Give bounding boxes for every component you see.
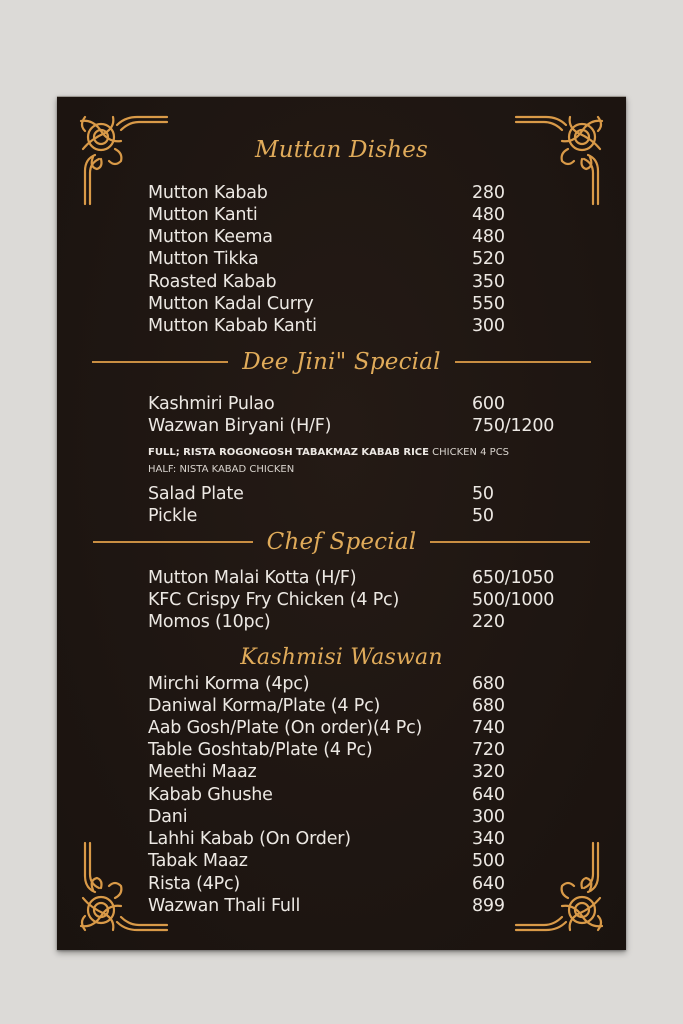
item-price: 340 bbox=[472, 829, 505, 849]
item-name: Kashmiri Pulao bbox=[148, 394, 275, 414]
item-price: 300 bbox=[472, 316, 505, 336]
divider-line bbox=[93, 541, 253, 543]
menu-item bbox=[148, 204, 568, 226]
menu-item bbox=[148, 695, 568, 717]
item-name: Momos (10pc) bbox=[148, 612, 271, 632]
menu-item bbox=[148, 850, 568, 872]
note-full-bold: FULL; RISTA ROGONGOSH TABAKMAZ KABAB RICE bbox=[148, 447, 429, 458]
item-name: Wazwan Biryani (H/F) bbox=[148, 416, 332, 436]
menu-item bbox=[148, 315, 568, 337]
item-name: Roasted Kabab bbox=[148, 272, 277, 292]
item-name: Mutton Keema bbox=[148, 227, 273, 247]
item-price: 640 bbox=[472, 874, 505, 894]
item-name: Tabak Maaz bbox=[148, 851, 248, 871]
item-name: Lahhi Kabab (On Order) bbox=[148, 829, 351, 849]
item-price: 550 bbox=[472, 294, 505, 314]
menu-item bbox=[148, 182, 568, 204]
biryani-full-note bbox=[148, 446, 509, 459]
section-title: Dee Jini" Special bbox=[242, 349, 441, 375]
item-price: 750/1200 bbox=[472, 416, 555, 436]
item-name: Pickle bbox=[148, 506, 198, 526]
item-price: 500 bbox=[472, 851, 505, 871]
item-price: 680 bbox=[472, 696, 505, 716]
menu-item bbox=[148, 895, 568, 917]
item-price: 899 bbox=[472, 896, 505, 916]
section-heading-deejini bbox=[57, 349, 626, 375]
item-price: 640 bbox=[472, 785, 505, 805]
divider-line bbox=[430, 541, 590, 543]
item-name: Table Goshtab/Plate (4 Pc) bbox=[148, 740, 373, 760]
item-name: Daniwal Korma/Plate (4 Pc) bbox=[148, 696, 381, 716]
item-name: Mutton Malai Kotta (H/F) bbox=[148, 568, 357, 588]
section-heading-chef bbox=[57, 529, 626, 555]
section-heading-mutton: Muttan Dishes bbox=[254, 137, 429, 163]
menu-item bbox=[148, 293, 568, 315]
item-price: 350 bbox=[472, 272, 505, 292]
menu-item bbox=[148, 415, 568, 437]
menu-item bbox=[148, 873, 568, 895]
section-heading-wazwan: Kashmisi Waswan bbox=[240, 645, 443, 670]
divider-line bbox=[92, 361, 228, 363]
menu-item bbox=[148, 806, 568, 828]
item-price: 480 bbox=[472, 227, 505, 247]
item-name: Mutton Kadal Curry bbox=[148, 294, 314, 314]
item-name: Mirchi Korma (4pc) bbox=[148, 674, 310, 694]
item-name: Mutton Kabab bbox=[148, 183, 268, 203]
item-name: Mutton Tikka bbox=[148, 249, 259, 269]
divider-line bbox=[455, 361, 591, 363]
item-price: 480 bbox=[472, 205, 505, 225]
item-price: 220 bbox=[472, 612, 505, 632]
item-price: 280 bbox=[472, 183, 505, 203]
menu-item bbox=[148, 248, 568, 270]
menu-item bbox=[148, 828, 568, 850]
menu-board bbox=[57, 96, 626, 950]
menu-item bbox=[148, 226, 568, 248]
menu-item bbox=[148, 784, 568, 806]
item-name: Wazwan Thali Full bbox=[148, 896, 301, 916]
item-name: Kabab Ghushe bbox=[148, 785, 273, 805]
item-name: KFC Crispy Fry Chicken (4 Pc) bbox=[148, 590, 400, 610]
item-price: 320 bbox=[472, 762, 505, 782]
item-name: Salad Plate bbox=[148, 484, 244, 504]
item-name: Meethi Maaz bbox=[148, 762, 257, 782]
item-price: 600 bbox=[472, 394, 505, 414]
item-price: 520 bbox=[472, 249, 505, 269]
menu-item bbox=[148, 717, 568, 739]
item-name: Aab Gosh/Plate (On order)(4 Pc) bbox=[148, 718, 423, 738]
menu-item bbox=[148, 567, 568, 589]
menu-item bbox=[148, 505, 568, 527]
item-price: 500/1000 bbox=[472, 590, 555, 610]
menu-item bbox=[148, 271, 568, 293]
menu-item bbox=[148, 611, 568, 633]
menu-item bbox=[148, 393, 568, 415]
note-full-rest: CHICKEN 4 PCS bbox=[428, 447, 510, 458]
item-price: 50 bbox=[472, 484, 494, 504]
item-name: Mutton Kabab Kanti bbox=[148, 316, 317, 336]
item-name: Mutton Kanti bbox=[148, 205, 258, 225]
menu-item bbox=[148, 483, 568, 505]
menu-item bbox=[148, 589, 568, 611]
menu-item bbox=[148, 761, 568, 783]
item-name: Dani bbox=[148, 807, 188, 827]
item-price: 50 bbox=[472, 506, 494, 526]
item-price: 720 bbox=[472, 740, 505, 760]
biryani-half-note: HALF: NISTA KABAD CHICKEN bbox=[148, 464, 295, 475]
item-price: 680 bbox=[472, 674, 505, 694]
item-price: 650/1050 bbox=[472, 568, 555, 588]
item-name: Rista (4Pc) bbox=[148, 874, 241, 894]
menu-item bbox=[148, 739, 568, 761]
item-price: 300 bbox=[472, 807, 505, 827]
section-title: Chef Special bbox=[266, 529, 417, 555]
menu-item bbox=[148, 673, 568, 695]
item-price: 740 bbox=[472, 718, 505, 738]
